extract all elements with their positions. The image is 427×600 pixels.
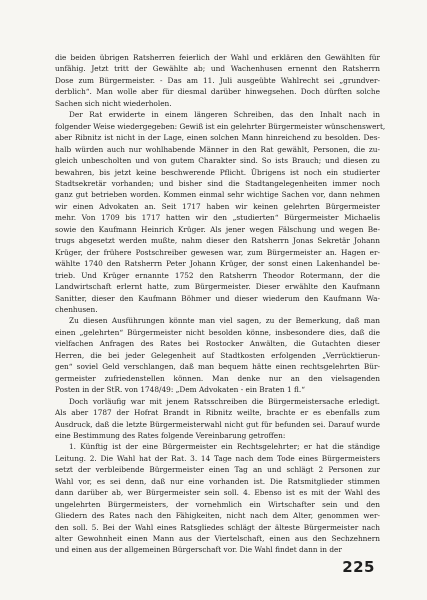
text-line: gleich unbescholten und von gutem Charakter sind. So ists Brauch; und diesen zu [55,156,380,166]
paragraph [55,109,386,315]
text-line: eine Bestimmung des Rates folgende Vereinbarung getroffen: [55,430,286,440]
text-line: gen“ soviel Geld verschlangen, daß man bequem hätte einen rechtsgelehrten Bür- [55,362,380,372]
text-line: Krüger, der frühere Postschreiber gewesen war, zum Bürgermeister an. Hagen er- [55,247,380,257]
text-line: 1. Künftig ist der eine Bürgermeister ein Rechtsgelehrter; er hat die ständige [69,442,380,452]
text-line: die beiden übrigen Ratsherren feierlich der Wahl und erklären den Gewählten für [55,53,380,62]
paragraph [55,52,380,109]
text-line: trieb. Und Krüger ernannte 1752 den Ratsherrn Theodor Rotermann, der die [55,270,380,280]
text-line: Sachen sich nicht wiederholen. [55,98,172,108]
text-line: Als aber 1787 der Hofrat Brandt in Ribnitz weilte, brachte er es ebenfalls zum [55,408,380,418]
text-line: wir einen Advokaten an. Seit 1717 haben wir keinen gelehrten Bürgermeister [55,201,380,211]
paragraph [55,396,380,442]
text-line: folgender Weise wiedergegeben: Gewiß ist ein gelehrter Bürgermeister wünschenswert, [55,121,386,131]
text-line: bewahren, bis jetzt keine beschwerende Pflicht. Übrigens ist noch ein studierter [55,167,380,177]
text-line: Dose zum Bürgermeister. - Das am 11. Juli ausgeübte Wahlrecht sei „grundver- [55,75,380,85]
text-line: chenhusen. [55,304,98,314]
paragraph [55,441,380,556]
paragraph [55,315,380,395]
text-line: Leitung. 2. Die Wahl hat der Rat. 3. 14 Tage nach dem Tode eines Bürgermeisters [55,453,380,463]
text-line: Wahl vor, es sei denn, daß nur eine vorhanden ist. Die Ratsmitglieder stimmen [55,476,380,486]
text-line: Herren, die bei jeder Gelegenheit auf Stadtkosten erfolgenden „Verrücktierun- [55,350,380,360]
text-line: Zu diesen Ausführungen könnte man viel sagen, zu der Bemerkung, daß man [69,316,380,326]
text-line: trugs abgesetzt werden mußte, nahm dieser den Ratsherrn Jonas Sekretär Johann [55,236,380,246]
text-line: einen „gelehrten“ Bürgermeister nicht besolden könne, insbesondere dies, daß die [55,327,380,337]
text-line: und einen aus der allgemeinen Bürgerschaft vor. Die Wahl findet dann in der [55,545,342,555]
body-text [55,52,386,556]
text-line: den soll. 5. Bei der Wahl eines Ratsgliedes schlägt der älteste Bürgermeister nach [55,522,380,532]
text-line: wählte 1740 den Ratsherrn Peter Johann Krüger, der sonst einen Lakenhandel be- [55,259,380,269]
text-line: Doch vorläufig war mit jenem Ratsschreiben die Bürgermeistersache erledigt. [69,396,380,406]
text-line: ungelehrten Bürgermeisters, der vornehmlich ein Wirtschafter sein und den [55,499,380,509]
text-line: sowie den Kaufmann Heinrich Krüger. Als jener wegen Fälschung und wegen Be- [55,224,380,234]
page-number: 225 [342,558,375,576]
text-line: Stadtsekretär vorhanden; und bisher sind die Stadtangelegenheiten immer noch [55,178,380,188]
text-line: germeister zufriedenstellen können. Man denke nur an den vielsagenden [55,373,380,383]
text-line: aber Ribnitz ist nicht in der Lage, einen solchen Mann hinreichend zu besolden. Des- [55,133,380,143]
text-line: Sanitter, dieser den Kaufmann Böhmer und dieser wiederum den Kaufmann Wa- [55,293,380,303]
text-line: dann darüber ab, wer Bürgermeister sein soll. 4. Ebenso ist es mit der Wahl des [55,488,380,498]
text-line: ganz gut betrieben worden. Kommen einmal sehr wichtige Sachen vor, dann nehmen [55,190,380,200]
text-line: vielfachen Anfragen des Rates bei Rostocker Anwälten, die Gutachten dieser [55,339,380,349]
text-line: Ausdruck, daß die letzte Bürgermeisterwahl nicht gut für befunden sei. Darauf wurde [55,419,380,429]
text-line: derblich“. Man wolle aber für diesmal darüber hinwegsehen. Doch dürften solche [55,87,380,97]
text-line: Gliedern des Rates nach den Fähigkeiten, nicht nach dem Alter, genommen wer- [55,511,380,521]
text-line: halb würden auch nur wohlhabende Männer in den Rat gewählt, Personen, die zu- [55,144,380,154]
text-line: mehr. Von 1709 bis 1717 hatten wir den „studierten“ Bürgermeister Michaelis [55,213,380,223]
text-line: Posten in der StR. von 1748/49: „Dem Advokaten - ein Braten 1 fl.“ [55,385,305,395]
text-line: unfähig. Jetzt tritt der Gewählte ab; und Wachenhusen ernennt den Ratsherrn [55,64,380,74]
text-line: Landwirtschaft erlernt hatte, zum Bürgermeister. Dieser erwählte den Kaufmann [55,282,380,292]
text-line: setzt der verbleibende Bürgermeister einen Tag an und schlägt 2 Personen zur [55,465,380,475]
text-line: Der Rat erwiderte in einem längeren Schreiben, das den Inhalt nach in [69,110,380,120]
text-line: alter Gewohnheit einen Mann aus der Viertelschaft, einen aus den Sechzehnern [55,534,380,544]
